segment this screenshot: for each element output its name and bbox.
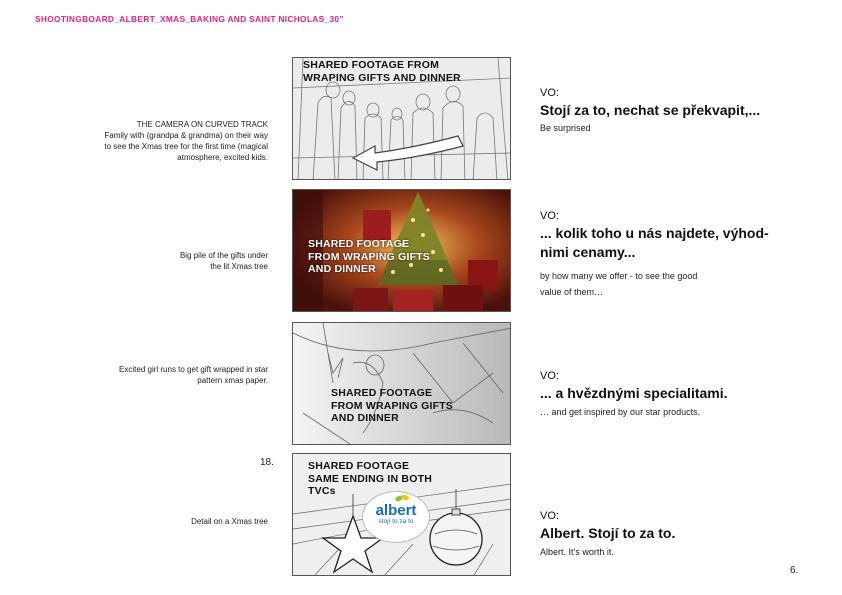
shared-footage-label <box>303 59 461 84</box>
logo-brand: albert <box>375 502 417 519</box>
shared-footage-label <box>331 387 453 425</box>
vo-line: Albert. Stojí to za to. <box>540 525 676 541</box>
vo-translation: … and get inspired by our star products. <box>540 407 701 417</box>
albert-logo <box>362 491 430 543</box>
title-highlight: XMAS_BAKING AND SAINT NICHOLAS_30” <box>159 14 344 24</box>
frame-4-voiceover <box>540 510 820 560</box>
vo-label: VO: <box>540 210 559 222</box>
overlay-line: SAME ENDING IN BOTH <box>308 472 432 485</box>
description-line: atmosphere, excited kids. <box>177 153 268 162</box>
frame-4-description <box>33 516 268 527</box>
description-line: pattern xmas paper. <box>197 376 268 385</box>
vo-line: ... a hvězdnými specialitami. <box>540 385 728 401</box>
vo-label: VO: <box>540 87 559 99</box>
vo-translation: value of them… <box>540 287 604 297</box>
overlay-line: TVCs <box>308 485 336 497</box>
frame-number: 18. <box>260 457 274 468</box>
description-line: THE CAMERA ON CURVED TRACK <box>136 120 268 129</box>
vo-translation: Be surprised <box>540 123 591 133</box>
girl-running-sketch <box>293 323 511 445</box>
overlay-line: FROM WRAPING GIFTS <box>308 250 431 263</box>
vo-label: VO: <box>540 370 559 382</box>
vo-translation: by how many we offer - to see the good <box>540 271 698 281</box>
overlay-line: WRAPING GIFTS AND DINNER <box>303 71 461 84</box>
overlay-line: FROM WRAPING GIFTS <box>331 399 454 412</box>
frame-3-voiceover <box>540 370 820 420</box>
vo-line: Stojí za to, nechat se překvapit,... <box>540 102 761 118</box>
vo-label: VO: <box>540 510 559 522</box>
description-line: Excited girl runs to get gift wrapped in star <box>119 365 268 374</box>
shared-footage-label <box>308 460 432 498</box>
overlay-line: SHARED FOOTAGE <box>308 460 410 472</box>
description-line: to see the Xmas tree for the first time (magical <box>104 142 268 151</box>
page-number: 6. <box>790 565 799 576</box>
frame-1-voiceover <box>540 87 820 136</box>
overlay-line: SHARED FOOTAGE FROM <box>303 59 440 71</box>
frame-2-voiceover <box>540 210 820 300</box>
frame-1-description <box>33 119 268 163</box>
overlay-line: AND DINNER <box>331 412 399 424</box>
description-line: Big pile of the gifts under <box>179 251 268 260</box>
frame-3-sketch <box>292 322 511 445</box>
description-line: Family with (grandpa & grandma) on their way <box>104 131 268 140</box>
frame-1-sketch <box>292 57 511 180</box>
logo-leaf <box>400 494 409 501</box>
vo-translation: Albert. It’s worth it. <box>540 547 614 557</box>
vo-line: nimi cenamy... <box>540 244 636 260</box>
description-line: Detail on a Xmas tree <box>191 517 268 526</box>
frame-2-photo <box>292 189 511 312</box>
logo-tagline: stojí to za to <box>378 518 414 525</box>
frame-4-sketch <box>292 453 511 576</box>
frame-2-description <box>33 250 268 272</box>
shared-footage-label <box>308 238 430 276</box>
description-line: the lit Xmas tree <box>210 262 268 271</box>
title-prefix: SHOOTINGBOARD_ALBERT_ <box>35 14 160 24</box>
overlay-line: SHARED FOOTAGE <box>308 238 410 250</box>
vo-line: ... kolik toho u nás najdete, výhod- <box>540 225 769 241</box>
overlay-line: SHARED FOOTAGE <box>331 387 433 399</box>
overlay-line: AND DINNER <box>308 263 376 275</box>
frame-3-description <box>33 364 268 386</box>
shootingboard-title <box>35 14 344 24</box>
